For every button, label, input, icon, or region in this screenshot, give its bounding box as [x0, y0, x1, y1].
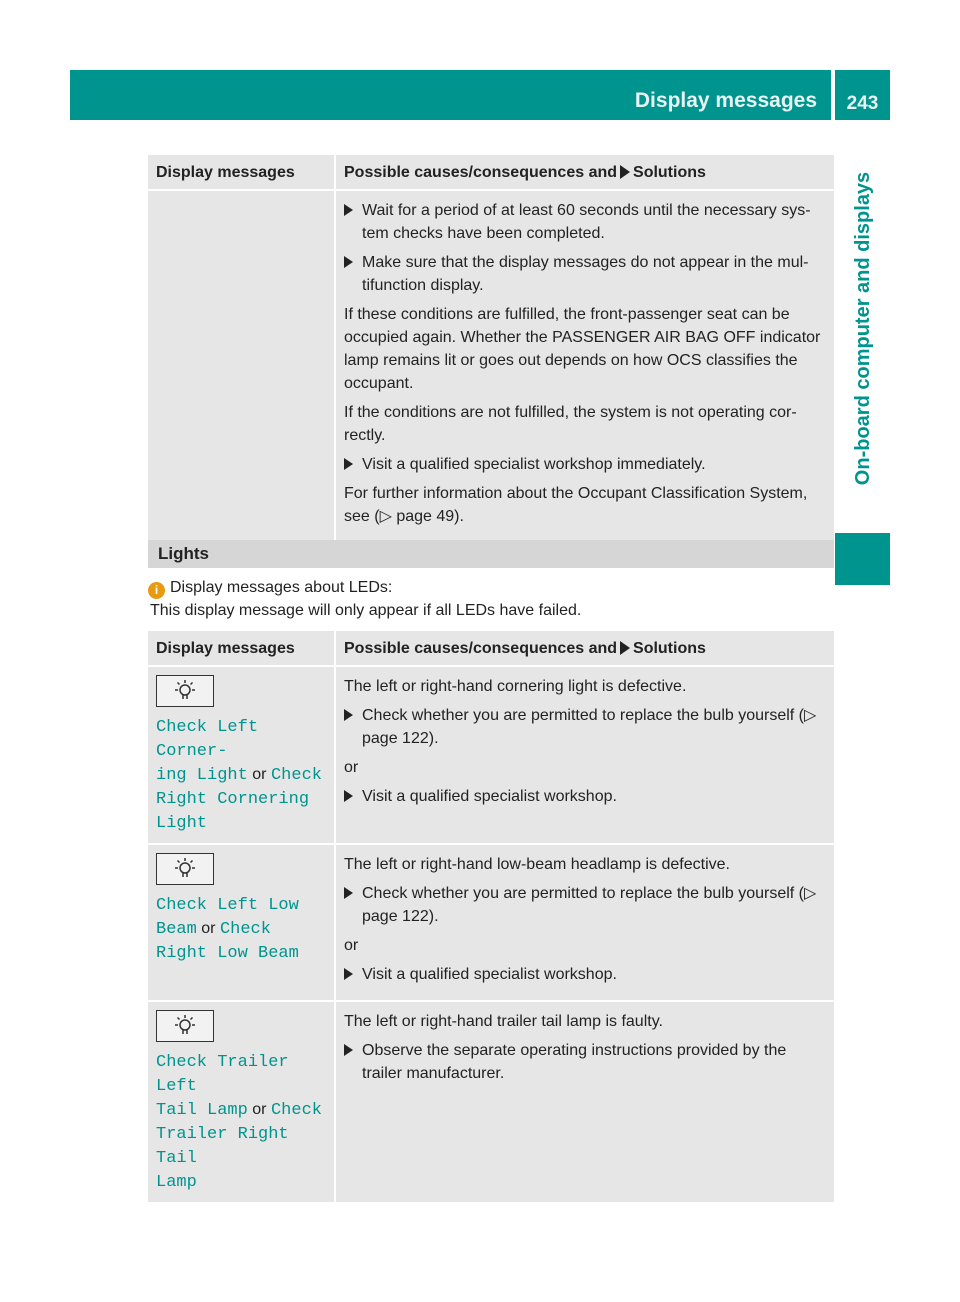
lights-table [148, 631, 834, 1202]
table-row [148, 1002, 834, 1202]
step-text: Visit a qualified specialist workshop. [362, 966, 617, 983]
bulb-lamp-icon [156, 1010, 214, 1042]
list-item [344, 785, 826, 808]
triangle-arrow-icon [620, 165, 630, 179]
message-text: Check Left Corner- [156, 718, 259, 761]
message-text: Right Cornering [156, 790, 310, 809]
message-text: Right Low Beam [156, 944, 299, 963]
message-cell [148, 845, 336, 1002]
step-text: Observe the separate operating instructions provided by the trailer manufacturer. [362, 1042, 787, 1082]
message-text: Beam [156, 920, 197, 939]
side-label [844, 128, 884, 528]
column-header-causes [336, 631, 834, 667]
step-text: Check whether you are permitted to replace the bulb yourself (▷ page 122). [362, 885, 817, 925]
side-label-text: On-board computer and displays [852, 171, 875, 485]
solution-cell [336, 845, 834, 1002]
paragraph: If these conditions are fulfilled, the front-passenger seat can be occupied again. Whether the PASSENGER AIR BAG OFF indicator lamp remains lit or goes out depends on how OCS classifies the occupant. [344, 306, 821, 392]
solution-cell [336, 1002, 834, 1202]
column-header-causes [336, 155, 834, 191]
cause-text: The left or right-hand trailer tail lamp is faulty. [344, 1013, 663, 1030]
causes-header-text: Possible causes/consequences and [344, 639, 618, 657]
list-item [344, 963, 826, 986]
page-number: 243 [835, 70, 890, 120]
info-icon: i [148, 582, 165, 599]
solutions-header-text: Solutions [633, 163, 706, 181]
paragraph: For further information about the Occupant Classification System, see (▷ page 49). [344, 485, 808, 525]
or-text: or [252, 1101, 267, 1118]
triangle-arrow-icon [344, 790, 353, 802]
step-text: Visit a qualified specialist workshop immediately. [362, 456, 706, 473]
triangle-arrow-icon [344, 256, 353, 268]
solution-cell [336, 667, 834, 845]
occupant-table [148, 155, 834, 542]
triangle-arrow-icon [344, 1044, 353, 1056]
message-text: Check [219, 920, 271, 939]
triangle-arrow-icon [344, 709, 353, 721]
or-text: or [252, 766, 267, 783]
section-heading-lights: Lights [148, 540, 834, 568]
list-item [344, 453, 826, 476]
list-item [344, 251, 826, 297]
message-text: Check Left Low [156, 896, 299, 915]
triangle-arrow-icon [344, 887, 353, 899]
message-cell [148, 1002, 336, 1202]
bulb-lamp-icon [156, 853, 214, 885]
message-text: Check Trailer Left [156, 1053, 289, 1096]
table-row [148, 845, 834, 1002]
page-header [70, 70, 831, 120]
cause-text: The left or right-hand cornering light is defective. [344, 678, 687, 695]
message-cell [148, 667, 336, 845]
header-title: Display messages [634, 89, 817, 112]
cause-text: The left or right-hand low-beam headlamp is defective. [344, 856, 730, 873]
list-item [344, 199, 826, 245]
note-line: This display message will only appear if all LEDs have failed. [150, 602, 582, 619]
list-item [344, 882, 826, 928]
column-header-display-messages: Display messages [148, 631, 336, 667]
or-text: or [344, 937, 359, 954]
step-text: Visit a qualified specialist workshop. [362, 788, 617, 805]
note-line: Display messages about LEDs: [170, 579, 393, 596]
table-row [148, 667, 834, 845]
causes-header-text: Possible causes/consequences and [344, 163, 618, 181]
step-text: Make sure that the display messages do not appear in the mul-tifunction display. [362, 254, 809, 294]
message-text: Check [270, 1101, 322, 1120]
column-header-display-messages: Display messages [148, 155, 336, 191]
list-item [344, 704, 826, 750]
or-text: or [201, 920, 216, 937]
list-item [344, 1039, 826, 1085]
info-note [148, 576, 834, 622]
message-cell-empty [148, 191, 336, 542]
step-text: Wait for a period of at least 60 seconds until the necessary sys-tem checks have been completed. [362, 202, 811, 242]
message-text: Check [270, 766, 322, 785]
triangle-arrow-icon [344, 204, 353, 216]
message-text: Tail Lamp [156, 1101, 248, 1120]
message-text: Trailer Right Tail [156, 1125, 289, 1168]
side-block [835, 533, 890, 585]
paragraph: If the conditions are not fulfilled, the system is not operating cor-rectly. [344, 404, 797, 444]
or-text: or [344, 759, 359, 776]
triangle-arrow-icon [344, 458, 353, 470]
message-text: Lamp [156, 1173, 197, 1192]
message-text: ing Light [156, 766, 248, 785]
step-text: Check whether you are permitted to replace the bulb yourself (▷ page 122). [362, 707, 817, 747]
bulb-lamp-icon [156, 675, 214, 707]
solution-cell [336, 191, 834, 542]
solutions-header-text: Solutions [633, 639, 706, 657]
triangle-arrow-icon [344, 968, 353, 980]
triangle-arrow-icon [620, 641, 630, 655]
message-text: Light [156, 814, 208, 833]
